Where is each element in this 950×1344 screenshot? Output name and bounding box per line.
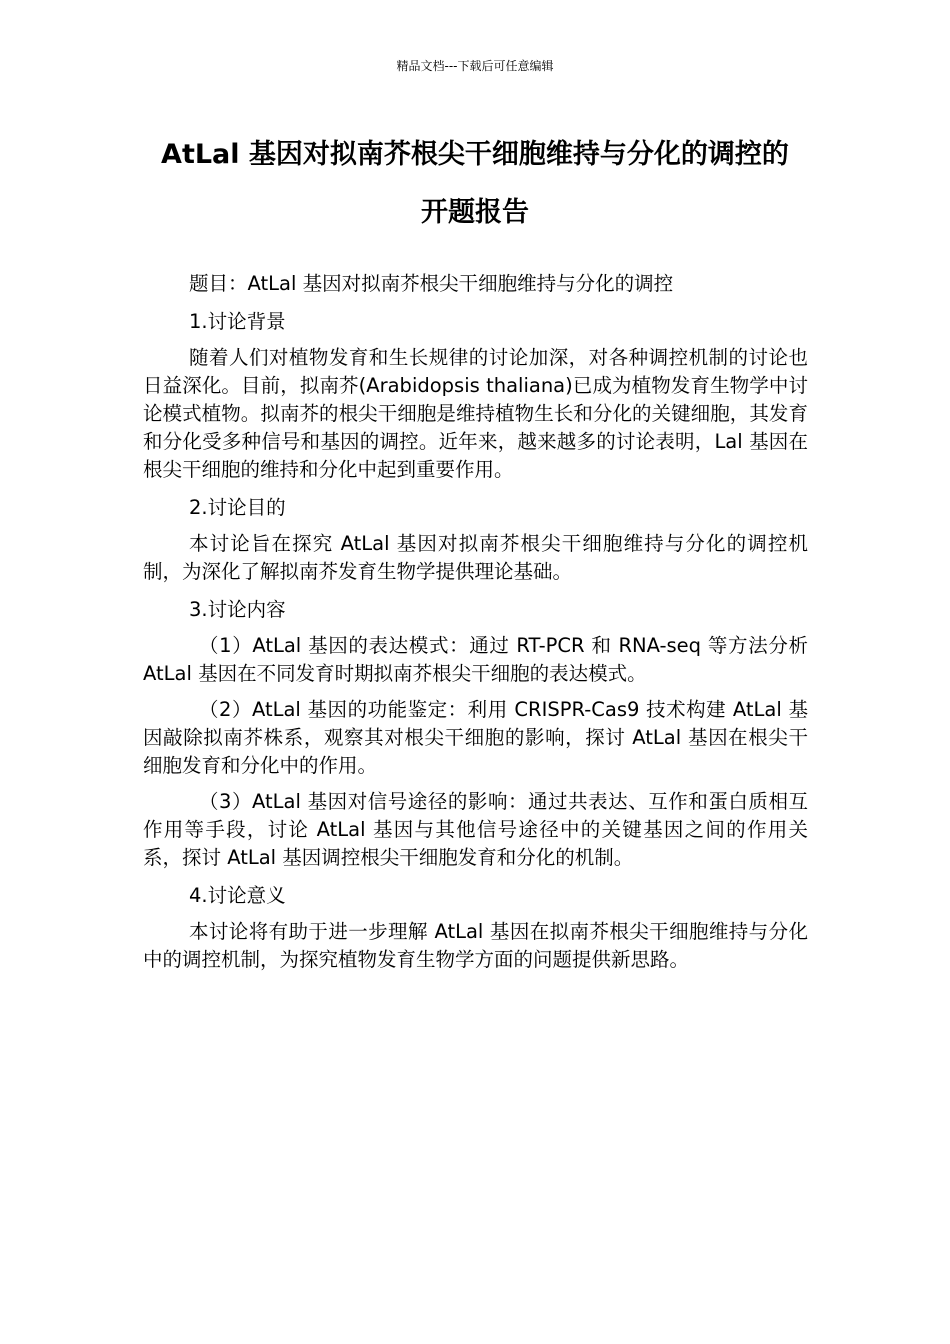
section-heading-content: 3.讨论内容 bbox=[189, 598, 286, 621]
page-header: 精品文档---下载后可任意编辑 bbox=[396, 59, 554, 73]
content-item-3: （3）AtLal 基因对信号途径的影响：通过共表达、互作和蛋白质相互作用等手段，讨论 AtLal 基因与其他信号途径中的关键基因之间的作用关系，探讨 AtLal 基因调控根尖干细胞发育和分化的机制。 bbox=[143, 790, 808, 869]
purpose-paragraph: 本讨论旨在探究 AtLal 基因对拟南芥根尖干细胞维持与分化的调控机制，为深化了解拟南芥发育生物学提供理论基础。 bbox=[143, 532, 808, 583]
document-body bbox=[143, 270, 808, 974]
section-heading-purpose: 2.讨论目的 bbox=[189, 496, 286, 519]
document-title-line-1: AtLal 基因对拟南芥根尖干细胞维持与分化的调控的 bbox=[161, 139, 789, 170]
subject-line: 题目：AtLal 基因对拟南芥根尖干细胞维持与分化的调控 bbox=[189, 272, 674, 295]
section-heading-significance: 4.讨论意义 bbox=[189, 884, 286, 907]
content-item-2: （2）AtLal 基因的功能鉴定：利用 CRISPR-Cas9 技术构建 AtLal 基因敲除拟南芥株系，观察其对根尖干细胞的影响，探讨 AtLal 基因在根尖干细胞发育和分化中的作用。 bbox=[143, 698, 808, 777]
document-title-line-2: 开题报告 bbox=[421, 197, 529, 228]
background-paragraph: 随着人们对植物发育和生长规律的讨论加深，对各种调控机制的讨论也日益深化。目前，拟南芥(Arabidopsis thaliana)已成为植物发育生物学中讨论模式植物。拟南芥的根尖干细胞是维持植物生长和分化的关键细胞，其发育和分化受多种信号和基因的调控。近年来，越来越多的讨论表明，Lal 基因在根尖干细胞的维持和分化中起到重要作用。 bbox=[143, 346, 808, 481]
significance-paragraph: 本讨论将有助于进一步理解 AtLal 基因在拟南芥根尖干细胞维持与分化中的调控机制，为探究植物发育生物学方面的问题提供新思路。 bbox=[143, 920, 808, 971]
content-item-1: （1）AtLal 基因的表达模式：通过 RT-PCR 和 RNA-seq 等方法分析 AtLal 基因在不同发育时期拟南芥根尖干细胞的表达模式。 bbox=[143, 634, 808, 685]
section-heading-background: 1.讨论背景 bbox=[189, 310, 286, 333]
